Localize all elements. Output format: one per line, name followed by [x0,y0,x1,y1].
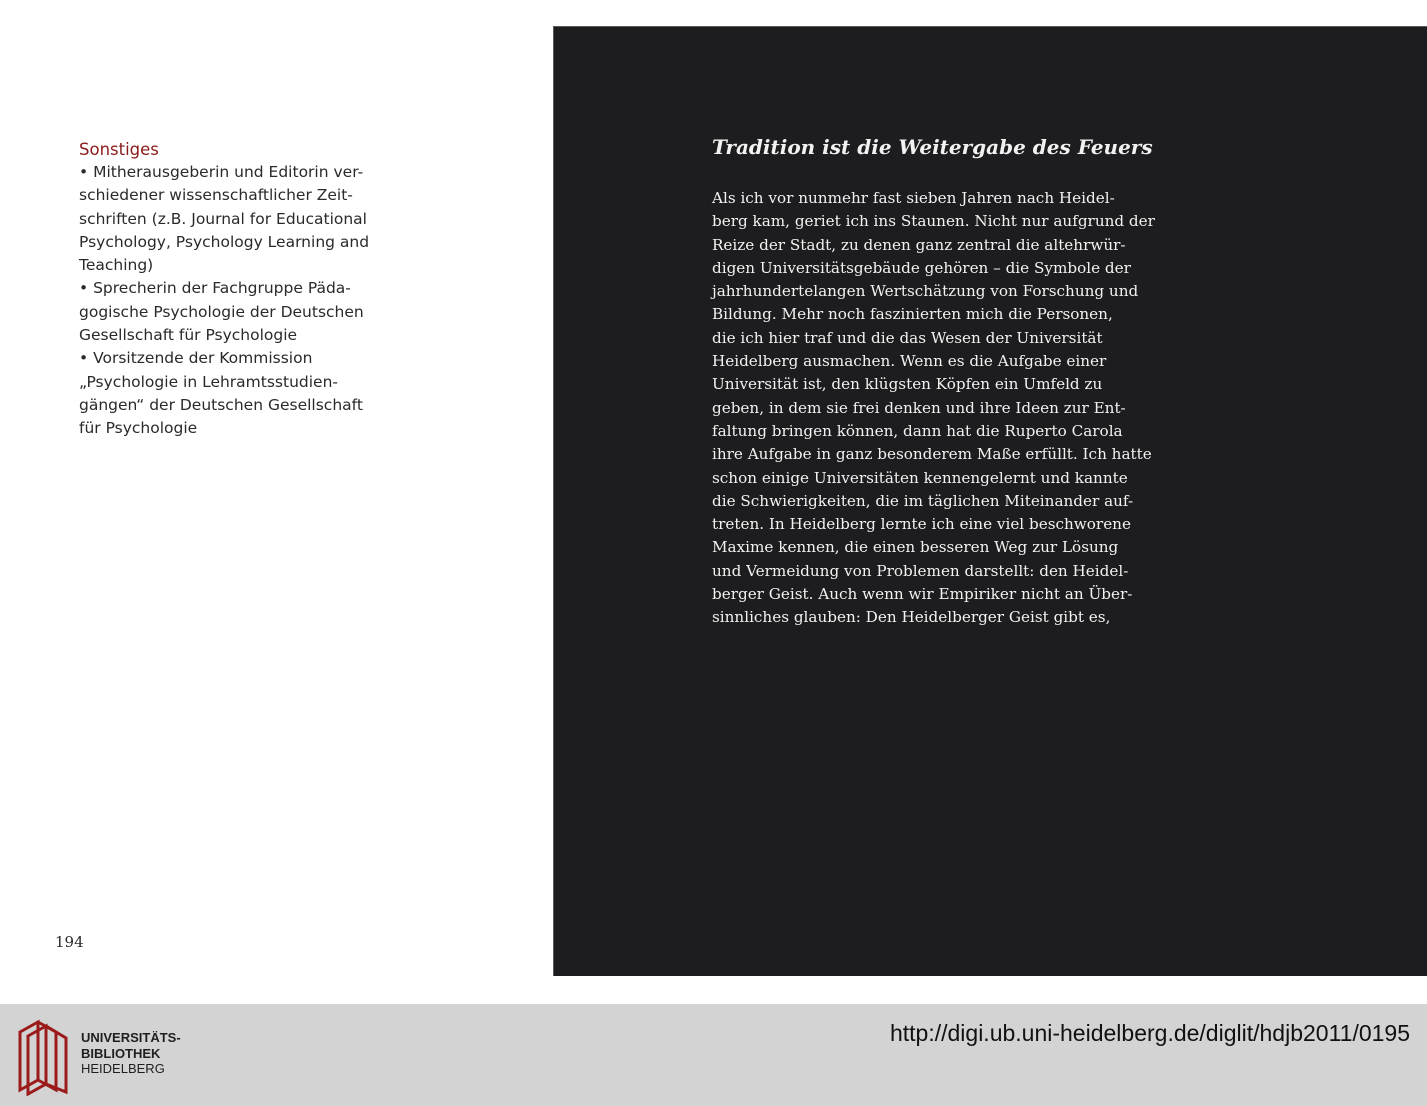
body-line: schon einige Universitäten kennengelernt und kannte [712,468,1128,487]
body-line: Bildung. Mehr noch faszinierten mich die Personen, [712,305,1113,324]
text-line: Psychology, Psychology Learning and [79,232,370,251]
text-line: • Vorsitzende der Kommission [79,349,313,368]
sonstiges-section [79,138,389,441]
text-line: für Psychologie [79,419,198,438]
article-title: Tradition ist die Weitergabe des Feuers [712,135,1153,159]
body-line: faltung bringen können, dann hat die Ruperto Carola [712,421,1123,440]
body-line: ihre Aufgabe in ganz besonderem Maße erfüllt. Ich hatte [712,445,1152,464]
body-line: jahrhundertelangen Wertschätzung von Forschung und [712,282,1139,301]
body-line: sinnliches glauben: Den Heidelberger Geist gibt es, [712,608,1111,627]
body-line: Heidelberg ausmachen. Wenn es die Aufgabe einer [712,352,1107,371]
body-line: berg kam, geriet ich ins Staunen. Nicht nur aufgrund der [712,212,1155,231]
body-line: treten. In Heidelberg lernte ich eine viel beschworene [712,515,1131,534]
article [712,133,1182,630]
body-line: Maxime kennen, die einen besseren Weg zur Lösung [712,538,1119,557]
body-line: digen Universitätsgebäude gehören – die Symbole der [712,258,1131,277]
body-line: Universität ist, den klügsten Köpfen ein Umfeld zu [712,375,1103,394]
body-line: Reize der Stadt, zu denen ganz zentral die altehrwür- [712,235,1126,254]
logo-line-1: UNIVERSITÄTS- [81,1030,181,1045]
left-page [0,0,553,1004]
text-line: Gesellschaft für Psychologie [79,326,298,345]
page-number: 194 [55,933,84,951]
text-line: • Mitherausgeberin und Editorin ver- [79,163,364,181]
text-line: gogische Psychologie der Deutschen [79,302,364,321]
section-heading: Sonstiges [79,140,159,159]
body-line: die Schwierigkeiten, die im täglichen Miteinander auf- [712,491,1134,510]
right-page [553,26,1427,976]
permalink-url[interactable]: http://digi.ub.uni-heidelberg.de/diglit/hdjb2011/0195 [889,1020,1410,1046]
logo-line-3: HEIDELBERG [81,1061,165,1076]
text-line: schriften (z.B. Journal for Educational [79,209,367,228]
logo-line-2: BIBLIOTHEK [81,1045,161,1061]
text-line: • Sprecherin der Fachgruppe Päda- [79,279,351,298]
library-logo-icon[interactable] [14,1018,72,1096]
body-line: die ich hier traf und die das Wesen der Universität [712,328,1103,347]
text-line: „Psychologie in Lehramtsstudien- [79,372,339,391]
footer-bar [0,1004,1427,1106]
body-line: Als ich vor nunmehr fast sieben Jahren nach Heidel- [712,189,1115,207]
text-line: Teaching) [79,256,154,275]
body-line: und Vermeidung von Problemen darstellt: den Heidel- [712,561,1129,580]
library-name [81,1030,181,1077]
text-line: schiedener wissenschaftlicher Zeit- [79,186,353,205]
body-line: geben, in dem sie frei denken und ihre Ideen zur Ent- [712,398,1126,417]
text-line: gängen“ der Deutschen Gesellschaft [79,395,363,414]
body-line: berger Geist. Auch wenn wir Empiriker nicht an Über- [712,585,1133,604]
